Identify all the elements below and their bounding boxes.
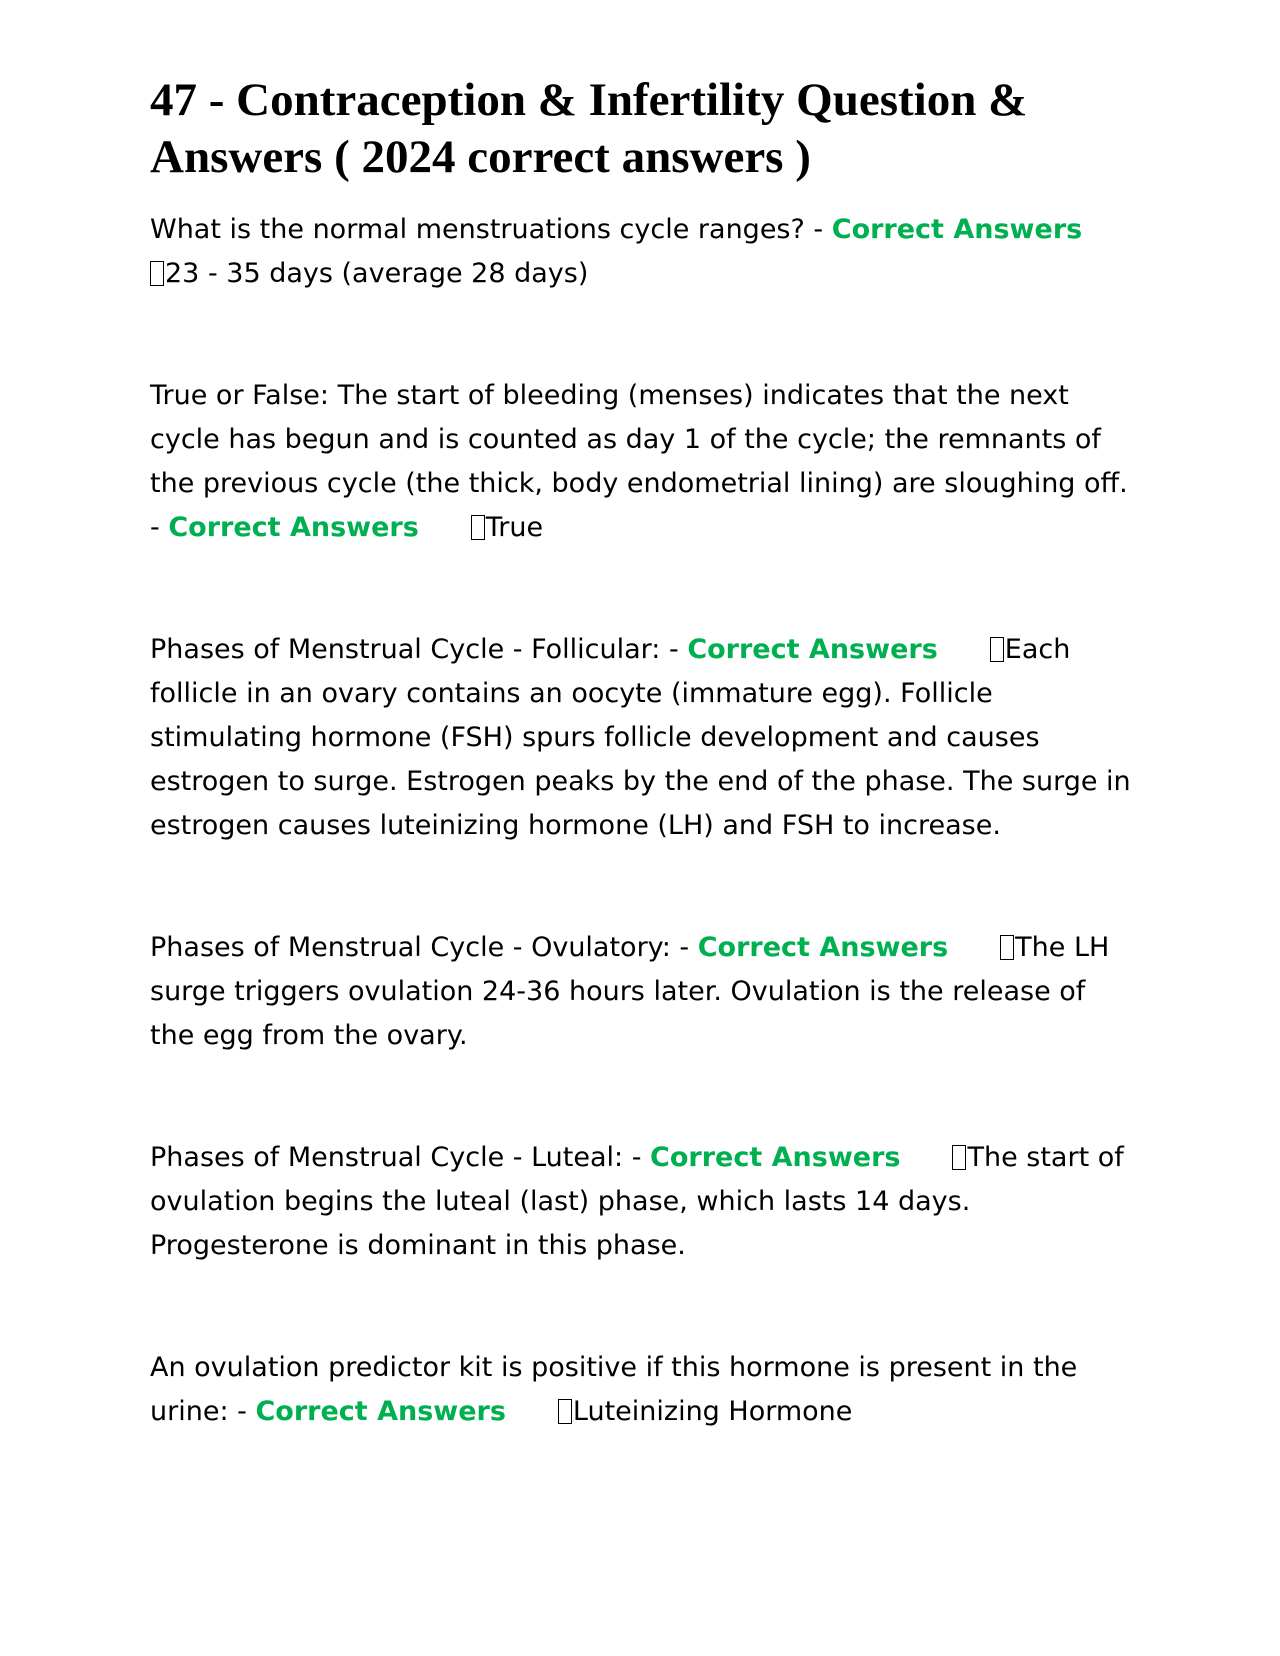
answer-text: Each follicle in an ovary contains an oocyte (immature egg). Follicle stimulating hormone (FSH) spurs follicle development and causes estrogen to surge. Estrogen peaks by the end of the phase. The surge in estrogen causes luteinizing hormone (LH) and FSH to increase. bbox=[150, 634, 1131, 841]
page-title: 47 - Contraception & Infertility Question & Answers ( 2024 correct answers ) bbox=[150, 74, 1028, 183]
question-text: An ovulation predictor kit is positive if this hormone is present in the urine: - bbox=[150, 1352, 1078, 1427]
qa-item bbox=[150, 208, 1135, 296]
qa-item bbox=[150, 374, 1135, 550]
missing-glyph-icon bbox=[952, 1145, 966, 1170]
document-page bbox=[150, 72, 1135, 1512]
correct-answers-label: Correct Answers bbox=[255, 1396, 506, 1427]
qa-item bbox=[150, 628, 1135, 848]
missing-glyph-icon bbox=[990, 637, 1004, 662]
correct-answers-label: Correct Answers bbox=[687, 634, 938, 665]
correct-answers-label: Correct Answers bbox=[650, 1142, 901, 1173]
missing-glyph-icon bbox=[150, 261, 164, 286]
correct-answers-label: Correct Answers bbox=[168, 512, 419, 543]
qa-item bbox=[150, 1346, 1135, 1434]
answer-text: The LH surge triggers ovulation 24-36 hours later. Ovulation is the release of the egg from the ovary. bbox=[150, 932, 1110, 1051]
question-text: Phases of Menstrual Cycle - Luteal: - bbox=[150, 1142, 651, 1173]
qa-item bbox=[150, 1136, 1135, 1268]
missing-glyph-icon bbox=[1000, 935, 1014, 960]
question-text: Phases of Menstrual Cycle - Ovulatory: - bbox=[150, 932, 698, 963]
correct-answers-label: Correct Answers bbox=[697, 932, 949, 963]
answer-text: True bbox=[485, 512, 544, 543]
qa-item bbox=[150, 926, 1135, 1058]
answer-text: The start of ovulation begins the luteal (last) phase, which lasts 14 days. Progesterone is dominant in this phase. bbox=[150, 1142, 1124, 1261]
missing-glyph-icon bbox=[471, 515, 485, 540]
correct-answers-label: Correct Answers bbox=[831, 214, 1083, 245]
answer-text: Luteinizing Hormone bbox=[572, 1396, 853, 1427]
question-text: Phases of Menstrual Cycle - Follicular: - bbox=[150, 634, 688, 665]
question-text: True or False: The start of bleeding (menses) indicates that the next cycle has begun and is counted as day 1 of the cycle; the remnants of the previous cycle (the thick, body endometrial lining) are sloughing off. - bbox=[150, 380, 1128, 543]
question-text: What is the normal menstruations cycle ranges? - bbox=[150, 214, 832, 245]
answer-text: 23 - 35 days (average 28 days) bbox=[165, 258, 589, 289]
missing-glyph-icon bbox=[558, 1399, 572, 1424]
